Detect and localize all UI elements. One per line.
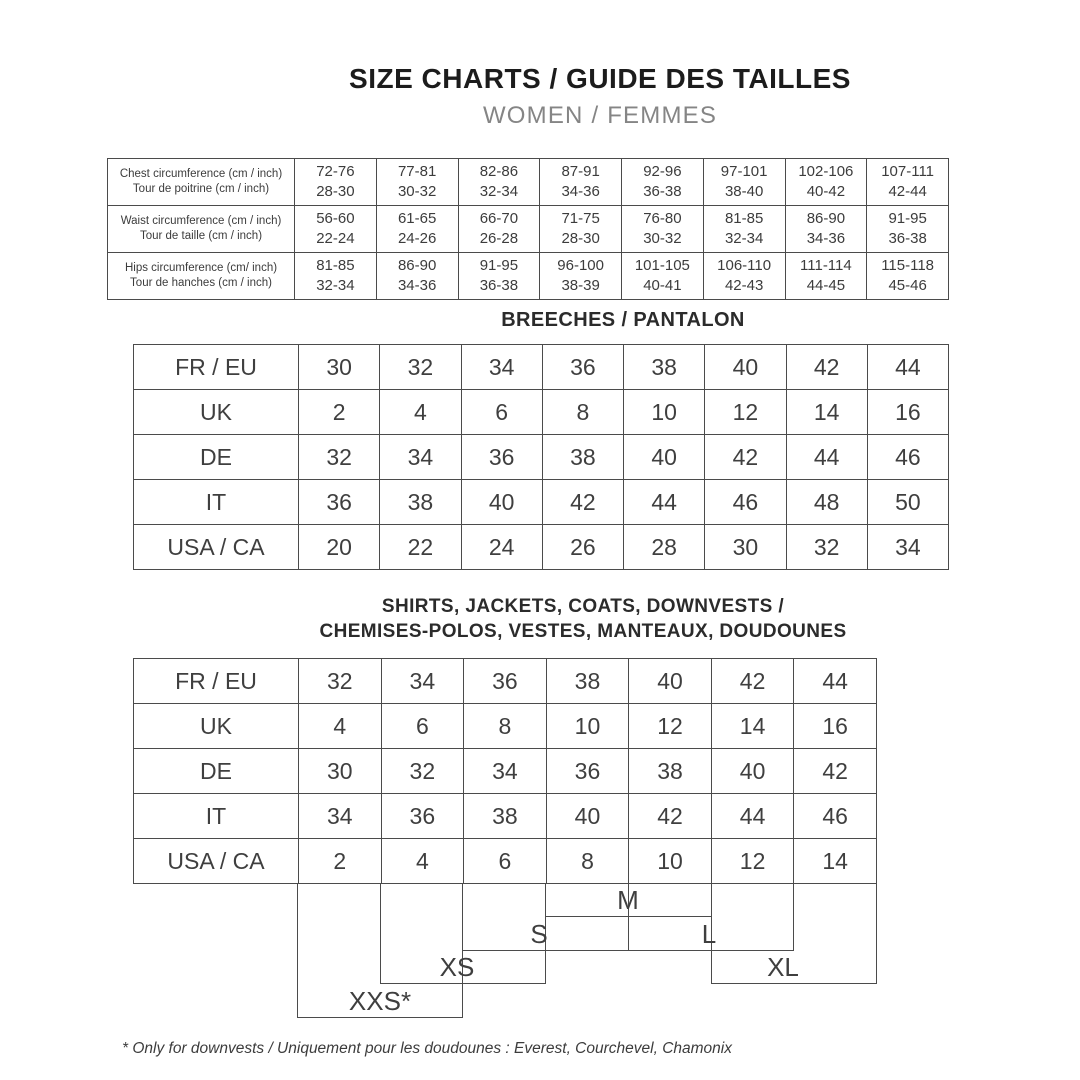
size-cell: 38 xyxy=(629,749,712,794)
measurement-cell: 86-90 34-36 xyxy=(376,253,458,300)
size-cell: 42 xyxy=(705,435,786,480)
size-row xyxy=(134,794,877,839)
size-cell: 12 xyxy=(705,390,786,435)
shirts-heading-line1: SHIRTS, JACKETS, COATS, DOWNVESTS / xyxy=(381,596,785,617)
size-cell: 34 xyxy=(867,525,948,570)
size-cell: 30 xyxy=(299,345,380,390)
size-cell: 46 xyxy=(705,480,786,525)
size-label-xxs: XXS* xyxy=(348,986,412,1016)
size-row xyxy=(134,435,949,480)
row-label: Hips circumference (cm/ inch) Tour de hanches (cm / inch) xyxy=(108,253,295,300)
breeches-size-table xyxy=(133,344,949,570)
size-cell: 28 xyxy=(624,525,705,570)
row-label: DE xyxy=(134,435,299,480)
size-cell: 40 xyxy=(624,435,705,480)
measurement-cell: 82-86 32-34 xyxy=(458,159,540,206)
size-cell: 6 xyxy=(381,704,464,749)
size-cell: 34 xyxy=(381,659,464,704)
size-cell: 14 xyxy=(711,704,794,749)
size-bracket-line xyxy=(628,950,794,951)
size-bracket-line xyxy=(545,916,712,917)
row-label: Chest circumference (cm / inch) Tour de poitrine (cm / inch) xyxy=(108,159,295,206)
size-cell: 14 xyxy=(786,390,867,435)
size-bracket-line xyxy=(462,950,629,951)
size-cell: 42 xyxy=(711,659,794,704)
shirts-section-heading xyxy=(283,594,883,644)
size-cell: 10 xyxy=(629,839,712,884)
size-cell: 48 xyxy=(786,480,867,525)
size-cell: 26 xyxy=(542,525,623,570)
measurements-table xyxy=(107,158,949,300)
size-cell: 36 xyxy=(542,345,623,390)
size-cell: 4 xyxy=(380,390,461,435)
row-label: USA / CA xyxy=(134,839,299,884)
size-cell: 36 xyxy=(461,435,542,480)
row-label: UK xyxy=(134,390,299,435)
size-cell: 44 xyxy=(786,435,867,480)
measurement-cell: 102-106 40-42 xyxy=(785,159,867,206)
size-cell: 20 xyxy=(299,525,380,570)
row-label: FR / EU xyxy=(134,659,299,704)
size-cell: 40 xyxy=(711,749,794,794)
size-cell: 44 xyxy=(624,480,705,525)
size-row xyxy=(134,525,949,570)
size-cell: 16 xyxy=(794,704,877,749)
breeches-section-heading: BREECHES / PANTALON xyxy=(501,309,745,331)
measurement-cell: 91-95 36-38 xyxy=(458,253,540,300)
size-cell: 40 xyxy=(705,345,786,390)
size-cell: 2 xyxy=(299,839,382,884)
size-row xyxy=(134,390,949,435)
measurement-cell: 97-101 38-40 xyxy=(703,159,785,206)
size-cell: 36 xyxy=(464,659,547,704)
row-label: DE xyxy=(134,749,299,794)
size-cell: 24 xyxy=(461,525,542,570)
size-cell: 32 xyxy=(381,749,464,794)
size-cell: 34 xyxy=(299,794,382,839)
measurement-cell: 111-114 44-45 xyxy=(785,253,867,300)
size-row xyxy=(134,704,877,749)
size-cell: 44 xyxy=(794,659,877,704)
size-cell: 30 xyxy=(705,525,786,570)
row-label: FR / EU xyxy=(134,345,299,390)
size-cell: 4 xyxy=(299,704,382,749)
size-cell: 12 xyxy=(711,839,794,884)
size-cell: 40 xyxy=(546,794,629,839)
size-label-l: L xyxy=(701,919,717,949)
size-label-xl: XL xyxy=(767,952,799,982)
footnote: * Only for downvests / Uniquement pour les doudounes : Everest, Courchevel, Chamonix xyxy=(122,1040,732,1057)
size-cell: 32 xyxy=(380,345,461,390)
measurement-row xyxy=(108,253,949,300)
size-bracket-line xyxy=(793,883,794,951)
size-row xyxy=(134,480,949,525)
size-cell: 38 xyxy=(380,480,461,525)
measurement-cell: 77-81 30-32 xyxy=(376,159,458,206)
measurement-row xyxy=(108,159,949,206)
measurement-cell: 115-118 45-46 xyxy=(867,253,949,300)
size-bracket-line xyxy=(380,983,546,984)
size-cell: 10 xyxy=(624,390,705,435)
measurement-cell: 81-85 32-34 xyxy=(703,206,785,253)
row-label: USA / CA xyxy=(134,525,299,570)
size-cell: 6 xyxy=(464,839,547,884)
size-bracket-line xyxy=(711,983,877,984)
row-label: UK xyxy=(134,704,299,749)
size-cell: 44 xyxy=(711,794,794,839)
header xyxy=(250,63,950,130)
measurement-cell: 96-100 38-39 xyxy=(540,253,622,300)
size-cell: 12 xyxy=(629,704,712,749)
size-cell: 36 xyxy=(299,480,380,525)
row-label: Waist circumference (cm / inch) Tour de taille (cm / inch) xyxy=(108,206,295,253)
measurement-cell: 81-85 32-34 xyxy=(295,253,377,300)
measurement-cell: 86-90 34-36 xyxy=(785,206,867,253)
measurement-cell: 66-70 26-28 xyxy=(458,206,540,253)
size-cell: 38 xyxy=(546,659,629,704)
size-cell: 44 xyxy=(867,345,948,390)
size-label-xs: XS xyxy=(439,952,475,982)
size-row xyxy=(134,749,877,794)
size-cell: 34 xyxy=(380,435,461,480)
size-row xyxy=(134,345,949,390)
size-cell: 30 xyxy=(299,749,382,794)
measurement-cell: 92-96 36-38 xyxy=(622,159,704,206)
size-bracket-line xyxy=(876,883,877,984)
size-cell: 14 xyxy=(794,839,877,884)
size-row xyxy=(134,659,877,704)
page-title: SIZE CHARTS / GUIDE DES TAILLES xyxy=(349,63,851,94)
size-label-m: M xyxy=(617,885,639,915)
size-cell: 50 xyxy=(867,480,948,525)
size-cell: 4 xyxy=(381,839,464,884)
measurement-row xyxy=(108,206,949,253)
size-cell: 6 xyxy=(461,390,542,435)
size-cell: 10 xyxy=(546,704,629,749)
size-cell: 34 xyxy=(461,345,542,390)
page-subtitle: WOMEN / FEMMES xyxy=(482,102,718,129)
size-row xyxy=(134,839,877,884)
shirts-heading-line2: CHEMISES-POLOS, VESTES, MANTEAUX, DOUDOUNES xyxy=(319,621,847,642)
measurement-cell: 72-76 28-30 xyxy=(295,159,377,206)
size-cell: 8 xyxy=(464,704,547,749)
size-cell: 36 xyxy=(546,749,629,794)
size-cell: 36 xyxy=(381,794,464,839)
size-cell: 46 xyxy=(794,794,877,839)
size-cell: 8 xyxy=(542,390,623,435)
size-cell: 22 xyxy=(380,525,461,570)
size-cell: 8 xyxy=(546,839,629,884)
size-cell: 34 xyxy=(464,749,547,794)
size-cell: 46 xyxy=(867,435,948,480)
measurement-cell: 91-95 36-38 xyxy=(867,206,949,253)
measurement-cell: 76-80 30-32 xyxy=(622,206,704,253)
measurement-cell: 101-105 40-41 xyxy=(622,253,704,300)
measurement-cell: 61-65 24-26 xyxy=(376,206,458,253)
size-cell: 40 xyxy=(461,480,542,525)
size-cell: 32 xyxy=(786,525,867,570)
size-cell: 32 xyxy=(299,659,382,704)
size-cell: 2 xyxy=(299,390,380,435)
row-label: IT xyxy=(134,794,299,839)
measurement-cell: 71-75 28-30 xyxy=(540,206,622,253)
shirts-size-table xyxy=(133,658,877,884)
measurement-cell: 107-111 42-44 xyxy=(867,159,949,206)
size-cell: 38 xyxy=(542,435,623,480)
size-label-s: S xyxy=(530,919,548,949)
row-label: IT xyxy=(134,480,299,525)
measurement-cell: 56-60 22-24 xyxy=(295,206,377,253)
measurement-cell: 106-110 42-43 xyxy=(703,253,785,300)
size-cell: 16 xyxy=(867,390,948,435)
size-cell: 42 xyxy=(786,345,867,390)
measurement-cell: 87-91 34-36 xyxy=(540,159,622,206)
size-bracket-line xyxy=(297,1017,463,1018)
size-cell: 42 xyxy=(629,794,712,839)
size-cell: 32 xyxy=(299,435,380,480)
size-cell: 38 xyxy=(464,794,547,839)
size-cell: 40 xyxy=(629,659,712,704)
size-cell: 42 xyxy=(794,749,877,794)
size-cell: 42 xyxy=(542,480,623,525)
size-cell: 38 xyxy=(624,345,705,390)
